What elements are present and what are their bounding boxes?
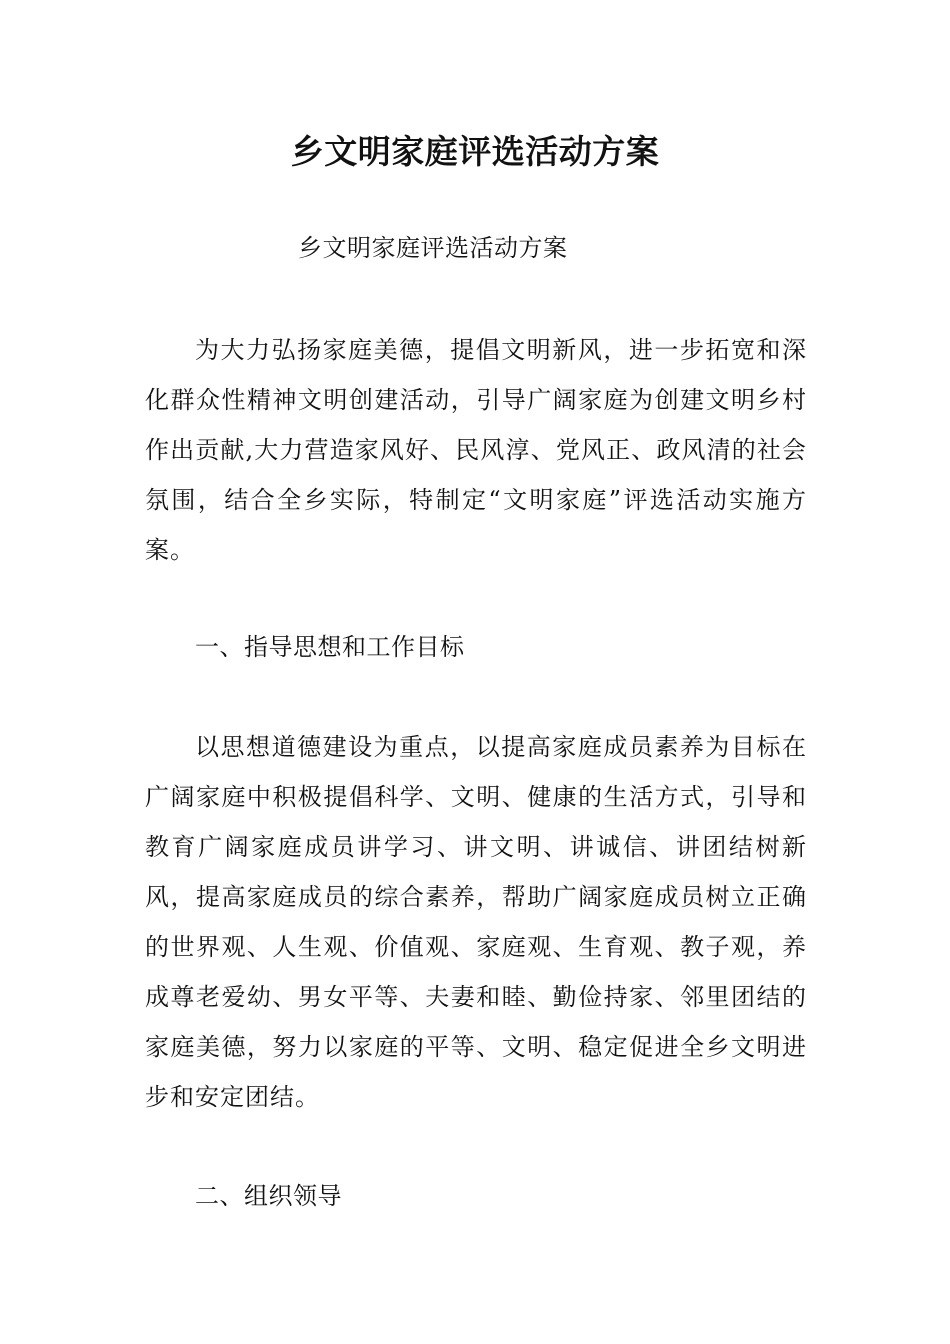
section-1-heading: 一、指导思想和工作目标 (195, 633, 465, 661)
document-title: 乡文明家庭评选活动方案 (290, 132, 660, 171)
document-subtitle: 乡文明家庭评选活动方案 (298, 234, 568, 262)
section-1-paragraph: 以思想道德建设为重点，以提高家庭成员素养为目标在广阔家庭中积极提倡科学、文明、健康的生活方式，引导和教育广阔家庭成员讲学习、讲文明、讲诚信、讲团结树新风，提高家庭成员的综合素养，帮助广阔家庭成员树立正确的世界观、人生观、价值观、家庭观、生育观、教子观，养成尊老爱幼、男女平等、夫妻和睦、勤俭持家、邻里团结的家庭美德，努力以家庭的平等、文明、稳定促进全乡文明进步和安定团结。 (145, 733, 807, 1111)
section-2-heading: 二、组织领导 (195, 1182, 342, 1210)
intro-paragraph: 为大力弘扬家庭美德，提倡文明新风，进一步拓宽和深化群众性精神文明创建活动，引导广阔家庭为创建文明乡村作出贡献,大力营造家风好、民风淳、党风正、政风清的社会氛围，结合全乡实际，特制定“文明家庭”评选活动实施方案。 (145, 336, 807, 564)
